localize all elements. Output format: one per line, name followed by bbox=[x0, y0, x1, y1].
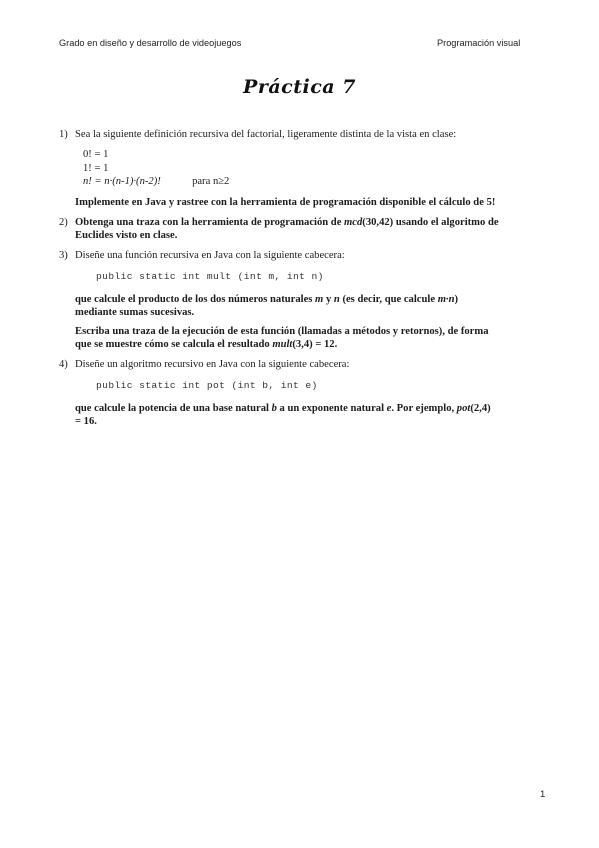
var-n: n bbox=[333, 293, 340, 305]
exercise-task: Implemente en Java y rastree con la herramienta de programación disponible el cálculo de 5! bbox=[75, 196, 496, 208]
def-line-n bbox=[83, 175, 499, 189]
exercise-3 bbox=[59, 249, 499, 351]
var-b: b bbox=[271, 402, 277, 414]
exercise-1 bbox=[59, 128, 499, 209]
exercise-number: 3) bbox=[59, 249, 68, 261]
exercise-number: 4) bbox=[59, 358, 68, 370]
function-name: mult bbox=[272, 338, 293, 350]
code-signature: public static int pot (int b, int e) bbox=[96, 379, 318, 391]
text-part: (es decir, que calcule bbox=[339, 293, 438, 305]
page-title: Práctica 7 bbox=[243, 76, 356, 98]
exercise-list bbox=[59, 128, 499, 435]
text-part: (30,42) usando el algoritmo de Euclides visto en clase. bbox=[75, 216, 499, 241]
header-course: Grado en diseño y desarrollo de videojuegos bbox=[59, 38, 242, 48]
header-subject: Programación visual bbox=[437, 38, 521, 48]
text-part: ) mediante sumas sucesivas. bbox=[75, 293, 458, 318]
text-part: a un exponente natural bbox=[276, 402, 387, 414]
exercise-4 bbox=[59, 358, 499, 428]
page-number: 1 bbox=[540, 789, 546, 800]
def-line-formula: n! = n·(n-1)·(n-2)! bbox=[83, 176, 161, 187]
exercise-2 bbox=[59, 216, 499, 242]
exercise-trace bbox=[75, 325, 499, 351]
exercise-description bbox=[75, 293, 499, 319]
factorial-definition bbox=[83, 148, 499, 189]
var-e: e bbox=[386, 402, 392, 414]
exercise-intro: Diseñe un algoritmo recursivo en Java con la siguiente cabecera: bbox=[75, 358, 350, 370]
exercise-intro: Diseñe una función recursiva en Java con la siguiente cabecera: bbox=[75, 249, 345, 261]
exercise-text bbox=[75, 216, 499, 242]
def-line-0: 0! = 1 bbox=[83, 149, 109, 160]
text-part: (2,4) = 16. bbox=[75, 402, 491, 427]
exercise-description bbox=[75, 402, 499, 428]
function-name: pot bbox=[456, 402, 471, 414]
text-part: Escriba una traza de la ejecución de esta función (llamadas a métodos y retornos), de forma que se muestre cómo se calcula el resultado bbox=[75, 325, 489, 350]
text-part: . Por ejemplo, bbox=[391, 402, 457, 414]
var-m: m bbox=[315, 293, 324, 305]
def-line-1: 1! = 1 bbox=[83, 162, 109, 174]
code-signature: public static int mult (int m, int n) bbox=[96, 270, 324, 282]
exercise-intro: Sea la siguiente definición recursiva del factorial, ligeramente distinta de la vista en clase: bbox=[75, 129, 457, 140]
text-part: que calcule el producto de los dos números naturales bbox=[75, 293, 316, 305]
exercise-number: 1) bbox=[59, 129, 68, 140]
exercise-number: 2) bbox=[59, 216, 68, 228]
text-part: y bbox=[323, 293, 334, 305]
text-part: que calcule la potencia de una base natural bbox=[75, 402, 272, 414]
function-name: mcd bbox=[344, 216, 363, 228]
text-part: (3,4) = 12. bbox=[292, 338, 338, 350]
product-expr: m·n bbox=[437, 293, 455, 305]
def-line-condition: para n≥2 bbox=[192, 176, 230, 187]
text-part: Obtenga una traza con la herramienta de programación de bbox=[75, 216, 345, 228]
